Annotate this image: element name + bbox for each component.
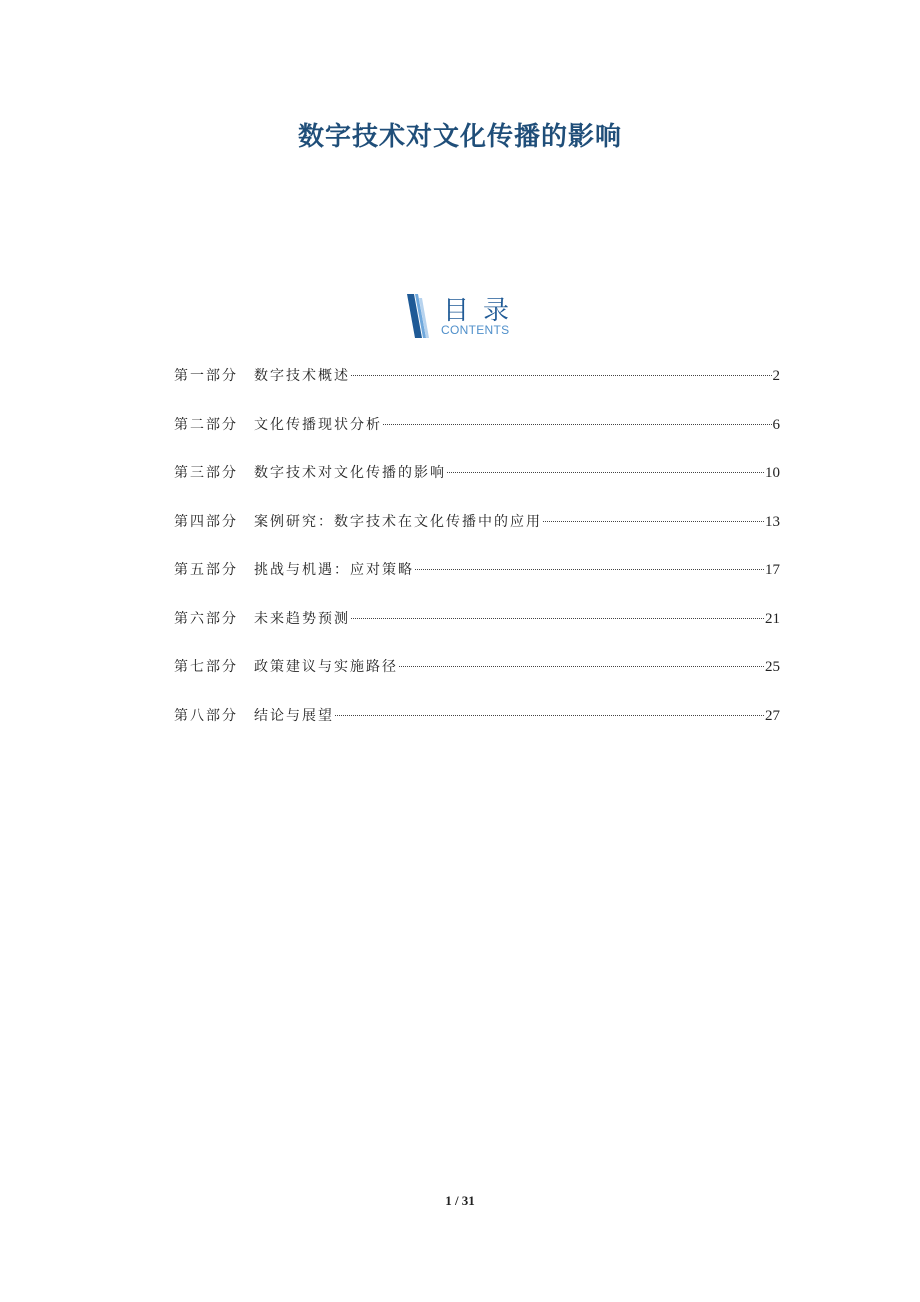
toc-entry[interactable] [174, 512, 780, 561]
toc-part-label: 第五部分 [174, 562, 238, 578]
toc-entry[interactable] [174, 657, 780, 706]
toc-part-label: 第六部分 [174, 610, 238, 627]
toc-entry-title: 数字技术概述 [254, 368, 350, 384]
toc-heading: 目录 [443, 296, 524, 326]
book-icon [405, 294, 431, 338]
toc-dot-leader [351, 375, 772, 376]
toc-page-number: 27 [765, 707, 780, 724]
toc-entry-title: 结论与展望 [254, 707, 334, 724]
toc-list [174, 366, 780, 754]
toc-dot-leader [335, 715, 764, 716]
toc-dot-leader [447, 472, 764, 473]
toc-page-number: 21 [765, 610, 780, 627]
toc-dot-leader [351, 618, 764, 619]
page-indicator: 1 / 31 [445, 1193, 475, 1208]
toc-header [405, 292, 525, 342]
toc-part-label: 第七部分 [174, 659, 238, 675]
toc-page-number: 17 [765, 562, 780, 578]
toc-part-label: 第一部分 [174, 368, 238, 384]
toc-entry[interactable] [174, 706, 780, 755]
toc-page-number: 6 [772, 416, 780, 433]
toc-entry-title: 未来趋势预测 [254, 610, 350, 627]
toc-entry[interactable] [174, 560, 780, 609]
toc-entry-title: 挑战与机遇：应对策略 [254, 562, 414, 578]
toc-entry-title: 政策建议与实施路径 [254, 659, 398, 675]
toc-entry-title: 案例研究：数字技术在文化传播中的应用 [254, 513, 542, 530]
toc-dot-leader [415, 569, 764, 570]
toc-entry[interactable] [174, 366, 780, 415]
toc-entry-title: 数字技术对文化传播的影响 [254, 465, 446, 481]
toc-part-label: 第三部分 [174, 465, 238, 481]
toc-entry[interactable] [174, 415, 780, 464]
toc-entry[interactable] [174, 609, 780, 658]
toc-dot-leader [543, 521, 764, 522]
toc-part-label: 第四部分 [174, 513, 238, 530]
toc-part-label: 第二部分 [174, 416, 238, 433]
toc-dot-leader [383, 424, 772, 425]
document-title: 数字技术对文化传播的影响 [297, 122, 622, 152]
toc-page-number: 2 [772, 368, 780, 384]
toc-part-label: 第八部分 [174, 707, 238, 724]
toc-dot-leader [399, 666, 764, 667]
toc-subheading: CONTENTS [441, 323, 510, 337]
toc-page-number: 10 [765, 465, 780, 481]
toc-entry[interactable] [174, 463, 780, 512]
toc-page-number: 25 [765, 659, 780, 675]
toc-entry-title: 文化传播现状分析 [254, 416, 382, 433]
toc-page-number: 13 [765, 513, 780, 530]
